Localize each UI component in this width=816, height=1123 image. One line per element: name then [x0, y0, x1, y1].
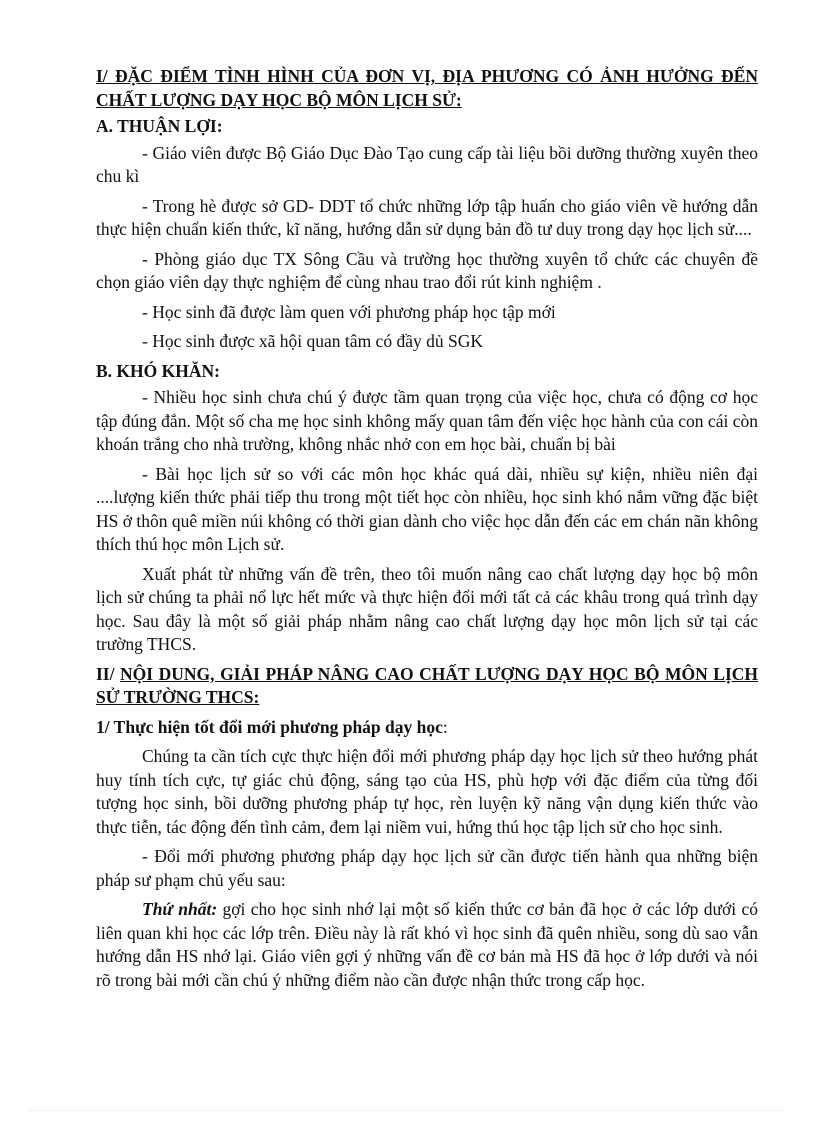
section2-heading-text: NỘI DUNG, GIẢI PHÁP NÂNG CAO CHẤT LƯỢNG DẠY HỌC BỘ MÔN LỊCH SỬ TRƯỜNG THCS:: [96, 663, 759, 707]
method-paragraph: Chúng ta cần tích cực thực hiện đổi mới phương pháp dạy học lịch sử theo hướng phát huy tính tích cực, tự giác chủ động, sáng tạo của HS, phù hợp với đặc điểm của từng đối tượng học sinh, bồi dưỡng phương pháp tự học, rèn luyện kỹ năng vận dụng kiến thức vào thực tiễn, tác động đến tình cảm, đem lại niềm vui, hứng thú học tập lịch sử cho học sinh.: [96, 746, 758, 837]
method-intro: - Đổi mới phương phương pháp dạy học lịch sử cần được tiến hành qua những biện pháp sư phạm chủ yếu sau:: [96, 846, 758, 890]
subsection1-title: 1/ Thực hiện tốt đổi mới phương pháp dạy học: [96, 716, 443, 737]
advantage-item: - Học sinh được xã hội quan tâm có đầy dủ SGK: [142, 331, 483, 351]
subsection1-colon: :: [442, 716, 448, 737]
advantage-item: - Học sinh đã được làm quen với phương pháp học tập mới: [142, 301, 556, 322]
advantage-item: - Phòng giáo dục TX Sông Cầu và trường học thường xuyên tổ chức các chuyên đề chọn giáo viên dạy thực nghiệm để cùng nhau trao đổi rút kinh nghiệm .: [96, 248, 758, 292]
advantage-item: - Trong hè được sở GD- DDT tổ chức những lớp tập huấn cho giáo viên về hướng dẫn thực hiện chuẩn kiến thức, kĩ năng, hướng dẫn sử dụng bản đồ tư duy trong dạy học lịch sử....: [96, 195, 758, 239]
difficulty-item: - Bài học lịch sử so với các môn học khác quá dài, nhiều sự kiện, nhiều niên đại ....lượng kiến thức phải tiếp thu trong một tiết học còn nhiều, học sinh khó nắm vững đặc biệt HS ở thôn quê miền núi không có thời gian dành cho việc học dẫn đến các em chán nãn không thích thú học môn Lịch sử.: [96, 463, 758, 554]
page-bottom-divider: [30, 1110, 786, 1111]
section2-heading-prefix: II/: [96, 663, 121, 684]
section2-heading: [96, 663, 758, 710]
advantage-item: - Giáo viên được Bộ Giáo Dục Đào Tạo cung cấp tài liệu bồi dưỡng thường xuyên theo chu kì: [96, 142, 758, 186]
difficulty-item: - Nhiều học sinh chưa chú ý được tầm quan trọng của việc học, chưa có động cơ học tập đúng đắn. Một số cha mẹ học sinh không mấy quan tâm đến việc học hành của con cái còn khoán trắng cho nhà trường, không nhắc nhở con em học bài, chuẩn bị bài: [96, 387, 758, 454]
difficulties-heading: B. KHÓ KHĂN:: [96, 360, 220, 381]
page-content: [96, 65, 758, 992]
subsection1-heading: [96, 716, 758, 740]
difficulty-conclusion: Xuất phát từ những vấn đề trên, theo tôi muốn nâng cao chất lượng dạy học bộ môn lịch sử chúng ta phải nổ lực hết mức và thực hiện đổi mới tất cả các khâu trong quá trình dạy học. Sau đây là một số giải pháp nhằm nâng cao chất lượng dạy học môn lịch sử tại các trường THCS.: [96, 563, 758, 654]
first-measure: [96, 898, 758, 992]
section1-heading: I/ ĐẶC ĐIỂM TÌNH HÌNH CỦA ĐƠN VỊ, ĐỊA PHƯƠNG CÓ ẢNH HƯỞNG ĐẾN CHẤT LƯỢNG DẠY HỌC BỘ MÔN LỊCH SỬ:: [96, 66, 758, 110]
advantages-heading: A. THUẬN LỢI:: [96, 116, 223, 136]
first-measure-text: gợi cho học sinh nhớ lại một số kiến thức cơ bản đã học ở các lớp dưới có liên quan khi học các lớp trên. Điều này là rất khó vì học sinh đã quên nhiều, song dù sao vẫn hướng dẫn HS nhớ lại. Giáo viên gợi ý những vấn đề cơ bản mà HS đã học ở lớp dưới và nói rõ trong bài mới cần chú ý những điểm nào cần được nhận thức trong cấp học.: [96, 899, 759, 990]
first-measure-label: Thứ nhất:: [142, 899, 218, 919]
